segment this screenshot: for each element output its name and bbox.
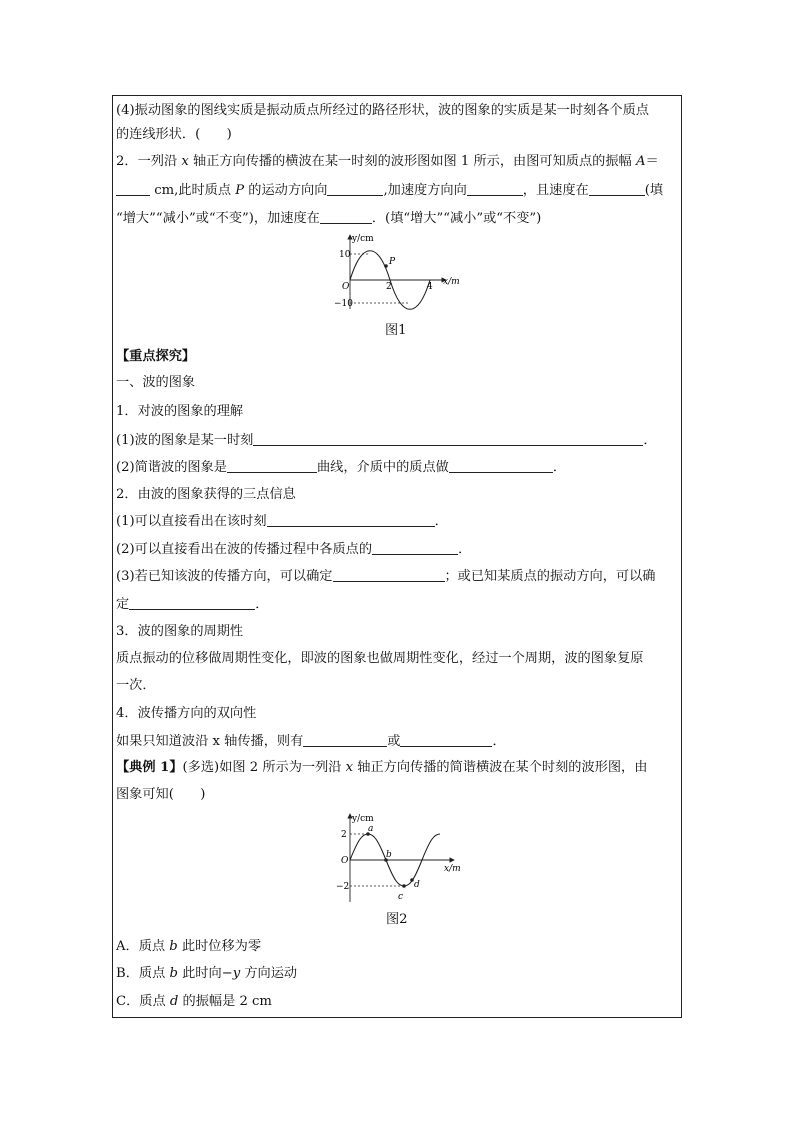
paragraph-line1: 质点振动的位移做周期性变化，即波的图象也做周期性变化，经过一个周期，波的图象复原 [116,651,644,666]
fig1-tick-4: 4 [427,282,433,292]
fig1-tick-m10: −10 [334,299,353,309]
question-1-4-line2: 的连线形状．( ) [116,127,232,142]
fig2-label-d: d [414,880,420,890]
fig2-xlabel: x/m [444,864,461,874]
blank-acceleration-change[interactable] [320,210,372,224]
point-c [402,884,406,888]
fig2-label-a: a [368,824,374,834]
subheading-bidirectional: 4．波传播方向的双向性 [116,706,257,721]
section-title: 【重点探究】 [116,349,196,364]
figure-2-caption: 图2 [386,912,408,927]
fig2-ylabel: y/cm [352,814,374,824]
fig1-point-label: P [389,257,396,267]
blank-acceleration-direction[interactable] [467,182,523,196]
point-p [384,264,388,268]
question-1-4-line1: (4)振动图象的图线实质是振动质点所经过的路径形状，波的图象的实质是某一时刻各个质点 [116,103,649,118]
heading-wave-graph: 一、波的图象 [116,375,196,390]
question-2-line1: 2．一列沿 x 轴正方向传播的横波在某一时刻的波形图如图 1 所示，由图可知质点的振幅 A＝ [116,154,659,169]
question-2-line3: “增大”“减小”或“不变”)，加速度在 ．(填“增大”“减小”或“不变”) [116,211,542,226]
figure-2-wave-graph [330,810,470,906]
example-line1: 【典例 1】(多选)如图 2 所示为一列沿 x 轴正方向传播的简谐横波在某个时刻的波形图，由 [116,760,648,775]
blank-l6[interactable] [129,596,255,610]
fig1-ylabel: y/cm [352,234,374,244]
blank-l4[interactable] [372,541,458,555]
line-1: (1)波的图象是某一时刻 ． [116,433,657,448]
subheading-three-info: 2．由波的图象获得的三点信息 [116,487,296,502]
line-3: (1)可以直接看出在该时刻 ． [116,514,448,529]
fig2-origin: O [341,856,349,866]
figure-1-caption: 图1 [385,323,407,338]
fig2-tick-m2: −2 [336,882,350,892]
blank-l5[interactable] [333,568,445,582]
blank-l3[interactable] [267,513,435,527]
fig1-tick-10: 10 [339,250,351,260]
question-2-line2: cm,此时质点 P 的运动方向向 ,加速度方向向 ，且速度在 (填 [116,182,663,199]
blank-l2a[interactable] [227,459,317,473]
line-2: (2)简谐波的图象是 曲线，介质中的质点做 ． [116,460,567,475]
blank-l7a[interactable] [303,733,387,747]
fig2-label-b: b [386,850,392,860]
blank-motion-direction[interactable] [327,182,383,196]
line-6: 定 ． [116,597,269,612]
paragraph-line2: 一次． [116,678,156,693]
fig1-origin: O [342,282,350,292]
line-5: (3)若已知该波的传播方向，可以确定 ；或已知某质点的振动方向，可以确 [116,569,656,584]
fig1-tick-2: 2 [386,282,392,292]
fig2-label-c: c [398,892,404,902]
subheading-periodicity: 3．波的图象的周期性 [116,624,244,639]
blank-l1[interactable] [253,432,643,446]
blank-l7b[interactable] [400,733,492,747]
blank-l2b[interactable] [449,459,553,473]
fig1-xlabel: x/m [443,277,460,287]
line-4: (2)可以直接看出在波的传播过程中各质点的 ． [116,542,472,557]
option-b[interactable]: B．质点 b 此时向−y 方向运动 [116,966,298,981]
fig2-tick-2: 2 [341,830,347,840]
line-7: 如果只知道波沿 x 轴传播，则有 或 ． [116,734,506,749]
blank-amplitude[interactable] [116,182,150,196]
blank-speed-change[interactable] [589,182,645,196]
example-line2: 图象可知( ) [116,787,206,802]
option-a[interactable]: A．质点 b 此时位移为零 [116,939,262,954]
subheading-understanding: 1．对波的图象的理解 [116,404,244,419]
option-c[interactable]: C．质点 d 的振幅是 2 cm [116,994,272,1009]
figure-1-wave-graph [328,231,468,313]
